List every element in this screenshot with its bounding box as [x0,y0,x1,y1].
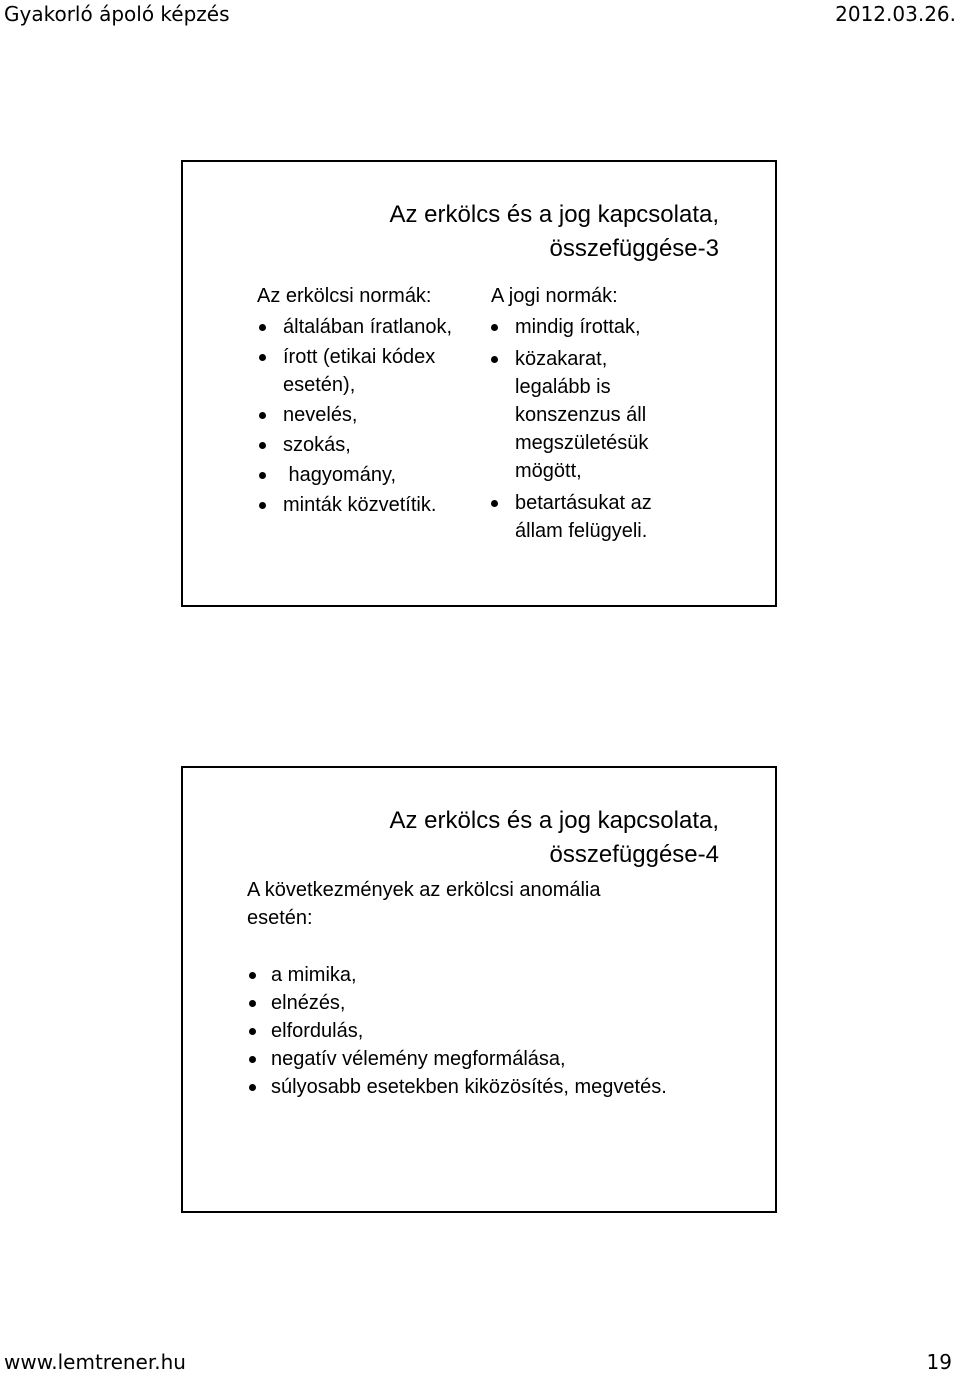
legal-norms-list [489,313,679,549]
bullet-icon [491,500,498,507]
list-item: írott (etikai kódex esetén), [257,343,477,399]
bullet-icon [249,1028,256,1035]
list-item: elnézés, [247,989,667,1017]
list-item: közakarat, legalább is konszenzus áll megszületésük mögött, [489,345,679,485]
bullet-icon [249,1000,256,1007]
page-number: 19 [926,1350,952,1374]
footer-website: www.lemtrener.hu [4,1350,186,1374]
slide-title [390,198,720,266]
list-item: negatív vélemény megformálása, [247,1045,667,1073]
bullet-icon [249,972,256,979]
list-item: szokás, [257,431,477,459]
slide-title-line1: Az erkölcs és a jog kapcsolata, [389,807,719,834]
bullet-icon [259,502,266,509]
list-item: betartásukat az állam felügyeli. [489,489,679,545]
slide-title [390,804,720,872]
list-item: elfordulás, [247,1017,667,1045]
bullet-icon [491,356,498,363]
list-item: a mimika, [247,961,667,989]
bullet-icon [249,1084,256,1091]
list-item: általában íratlanok, [257,313,477,341]
legal-norms-heading: A jogi normák: [491,285,618,307]
list-item: nevelés, [257,401,477,429]
slide-title-line1: Az erkölcs és a jog kapcsolata, [389,201,719,228]
list-item: hagyomány, [257,461,477,489]
moral-norms-heading: Az erkölcsi normák: [257,285,432,307]
slide-title-line2: összefüggése-4 [549,841,719,868]
list-item: súlyosabb esetekben kiközösítés, megvetés. [247,1073,667,1101]
bullet-icon [259,354,266,361]
bullet-icon [491,324,498,331]
slide-3 [181,160,777,607]
bullet-icon [259,412,266,419]
slide-4 [181,766,777,1213]
bullet-icon [259,324,266,331]
consequences-list [247,961,667,1101]
header-date: 2012.03.26. [835,2,956,26]
bullet-icon [259,442,266,449]
list-item: mindig írottak, [489,313,679,341]
moral-norms-list [257,313,477,521]
consequences-heading: A következmények az erkölcsi anomália esetén: [247,879,601,929]
bullet-icon [249,1056,256,1063]
header-title: Gyakorló ápoló képzés [4,2,230,26]
slide-title-line2: összefüggése-3 [549,235,719,262]
list-item: minták közvetítik. [257,491,477,519]
bullet-icon [259,472,266,479]
